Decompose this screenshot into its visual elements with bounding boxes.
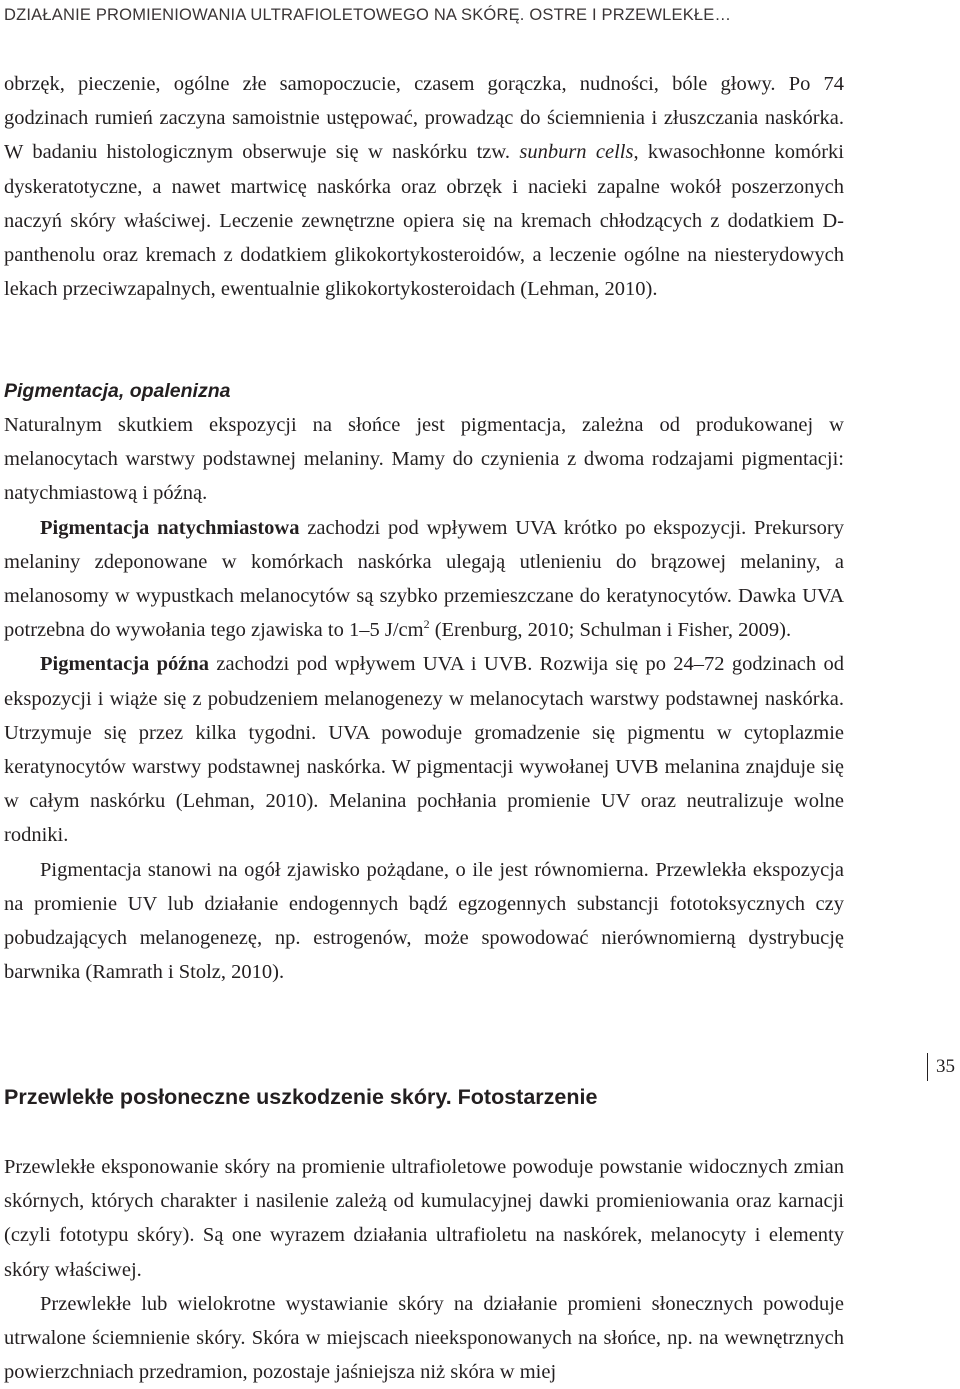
photoaging-section [4, 1150, 844, 1389]
italic-term: sunburn cells [519, 141, 634, 164]
paragraph-text: zachodzi pod wpływem UVA i UVB. Rozwija się po 24–72 godzinach od ekspozycji i wiąże się z pobudzeniem melanogenezy w melanocytach warstwy podstawnej naskórka. Utrzymuje się przez kilka tygodni. UVA powoduje gromadzenie się pigmentu w cytoplazmie keratynocytów warstwy podstawnej naskórka. W pigmentacji wywołanej UVB melanina znajduje się w całym naskórku (Lehman, 2010). Melanina pochłania promienie UV oraz neutralizuje wolne rodniki. [4, 653, 844, 847]
running-header: DZIAŁANIE PROMIENIOWANIA ULTRAFIOLETOWEGO NA SKÓRĘ. OSTRE I PRZEWLEKŁE… [4, 6, 732, 24]
section-heading: Przewlekłe posłoneczne uszkodzenie skóry. Fotostarzenie [4, 1085, 598, 1109]
paragraph-photoaging-intro: Przewlekłe eksponowanie skóry na promienie ultrafioletowe powoduje powstanie widocznych zmian skórnych, których charakter i nasilenie zależą od kumulacyjnej dawki promieniowania oraz karnacji (czyli fototypu skóry). Są one wyrazem działania ultrafioletu na naskórek, melanocyty i elementy skóry właściwej. [4, 1156, 844, 1281]
paragraph-text: obrzęk, pieczenie, ogólne złe samopoczucie, czasem gorączka, nudności, bóle głowy. Po 74 godzinach rumień zaczyna samoistnie ustępować, prowadząc do ściemnienia i złuszczania naskórka. W badaniu histologicznym obserwuje się w naskórku tzw. [4, 73, 844, 164]
paragraph-text: zachodzi pod wpływem UVA krótko po ekspozycji. Prekursory melaniny zdeponowane w komórkach naskórka ulegają utlenieniu do brązowej melaniny, a melanosomy w wypustkach melanocytów są szybko przemieszczane do keratynocytów. Dawka UVA potrzebna do wywołania tego zjawiska to 1–5 J/cm [4, 516, 845, 642]
paragraph-sunburn [4, 67, 844, 306]
paragraph-immediate-pigmentation [4, 511, 844, 648]
bold-term: Pigmentacja późna [40, 653, 210, 676]
superscript: 2 [423, 617, 430, 632]
bold-term: Pigmentacja natychmiastowa [40, 516, 300, 539]
paragraph-text: , kwasochłonne komórki dyskeratotyczne, a nawet martwicę naskórka oraz obrzęk i nacieki zapalne wokół poszerzonych naczyń skóry właściwej. Leczenie zewnętrzne opiera się na kremach chłodzących z dodatkiem D-panthenolu oraz kremach z dodatkiem glikokortykosteroidów, a leczenie ogólne na niesterydowych lekach przeciwzapalnych, ewentualnie glikokortykosteroidach (Lehman, 2010). [4, 141, 844, 301]
paragraph-photoaging-darkening: Przewlekłe lub wielokrotne wystawianie skóry na działanie promieni słonecznych powoduje utrwalone ściemnienie skóry. Skóra w miejscach nieeksponowanych na słońce, np. na wewnętrznych powierzchniach przedramion, pozostaje jaśniejsza niż skóra w miej [4, 1292, 844, 1384]
paragraph-pigmentation-intro: Naturalnym skutkiem ekspozycji na słońce jest pigmentacja, zależna od produkowanej w melanocytach warstwy podstawnej melaniny. Mamy do czynienia z dwoma rodzajami pigmentacji: natychmiastową i późną. [4, 414, 844, 505]
paragraph-pigmentation-summary: Pigmentacja stanowi na ogół zjawisko pożądane, o ile jest równomierna. Przewlekła ekspozycja na promienie UV lub działanie endogennych bądź egzogennych substancji fototoksycznych czy pobudzających melanogenezę, np. estrogenów, może spowodować nierównomierną dystrybucję barwnika (Ramrath i Stolz, 2010). [4, 858, 844, 984]
sunburn-continuation [4, 67, 844, 306]
pigmentation-section [4, 374, 844, 989]
subsection-heading: Pigmentacja, opalenizna [4, 380, 231, 402]
page-number: 35 [927, 1053, 955, 1081]
paragraph-text: (Erenburg, 2010; Schulman i Fisher, 2009). [429, 619, 792, 642]
paragraph-delayed-pigmentation [4, 647, 844, 852]
